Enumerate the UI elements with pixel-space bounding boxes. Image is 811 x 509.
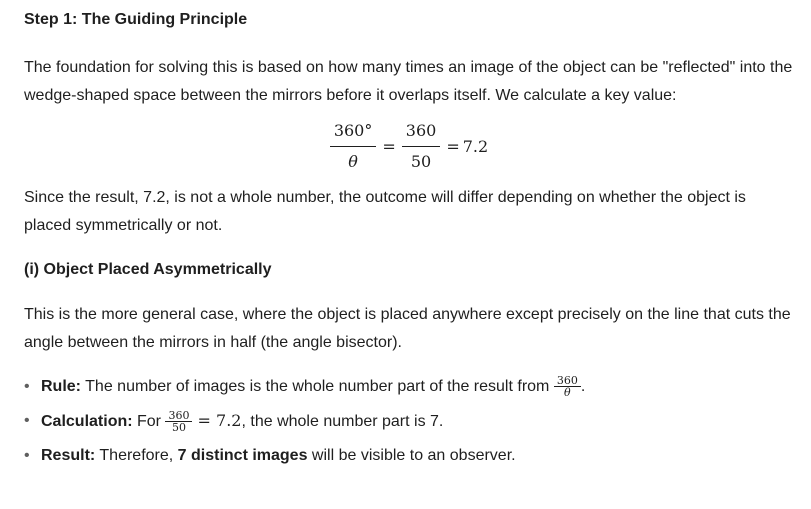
rule-text: The number of images is the whole number part of the result from (81, 378, 554, 395)
calculation-text-before: For (132, 413, 166, 430)
fraction-denominator: θ (564, 386, 571, 400)
intro-paragraph: The foundation for solving this is based on how many times an image of the object can be "reflected" into the wedge-shaped space between the mirrors before it overlaps itself. We calculate a key value: (24, 59, 793, 104)
calculation-equation: = 7.2 (192, 411, 242, 430)
fraction-numerator: 360 (554, 375, 581, 387)
fraction-numerator: 360° (330, 120, 377, 147)
fraction-360-over-50 (165, 410, 192, 433)
fraction-numerator: 360 (165, 410, 192, 422)
equals-sign: = (382, 136, 396, 156)
display-equation (24, 116, 794, 176)
rule-label: Rule: (41, 378, 81, 395)
fraction-denominator: 50 (410, 151, 432, 171)
rule-end: . (580, 378, 586, 395)
calculation-label: Calculation: (41, 413, 133, 430)
result-text-after: will be visible to an observer. (307, 447, 516, 464)
fraction-numerator: 360 (402, 120, 441, 147)
list-item-rule (41, 370, 794, 404)
case-heading: (i) Object Placed Asymmetrically (24, 261, 272, 278)
fraction-360-over-50 (402, 120, 441, 173)
calculation-text-after: , the whole number part is 7. (241, 413, 444, 430)
result-bold-text: 7 distinct images (177, 447, 308, 464)
list-item-calculation (41, 404, 794, 439)
result-paragraph: Since the result, 7.2, is not a whole number, the outcome will differ depending on whether the object is placed symmetrically or not. (24, 189, 746, 234)
solution-content (24, 0, 794, 473)
result-text-before: Therefore, (95, 447, 178, 464)
case-paragraph: This is the more general case, where the object is placed anywhere except precisely on the line that cuts the angle between the mirrors in half (the angle bisector). (24, 306, 791, 351)
step-heading: Step 1: The Guiding Principle (24, 11, 248, 28)
equals-sign: = (446, 136, 460, 156)
equation-result: 7.2 (462, 136, 489, 156)
list-item-result (41, 439, 794, 473)
fraction-denominator: 50 (171, 421, 186, 435)
fraction-360-deg-over-theta (330, 120, 377, 173)
fraction-360-over-theta (554, 375, 581, 398)
bullet-list (24, 370, 794, 473)
result-label: Result: (41, 447, 96, 464)
fraction-denominator: θ (348, 151, 358, 171)
